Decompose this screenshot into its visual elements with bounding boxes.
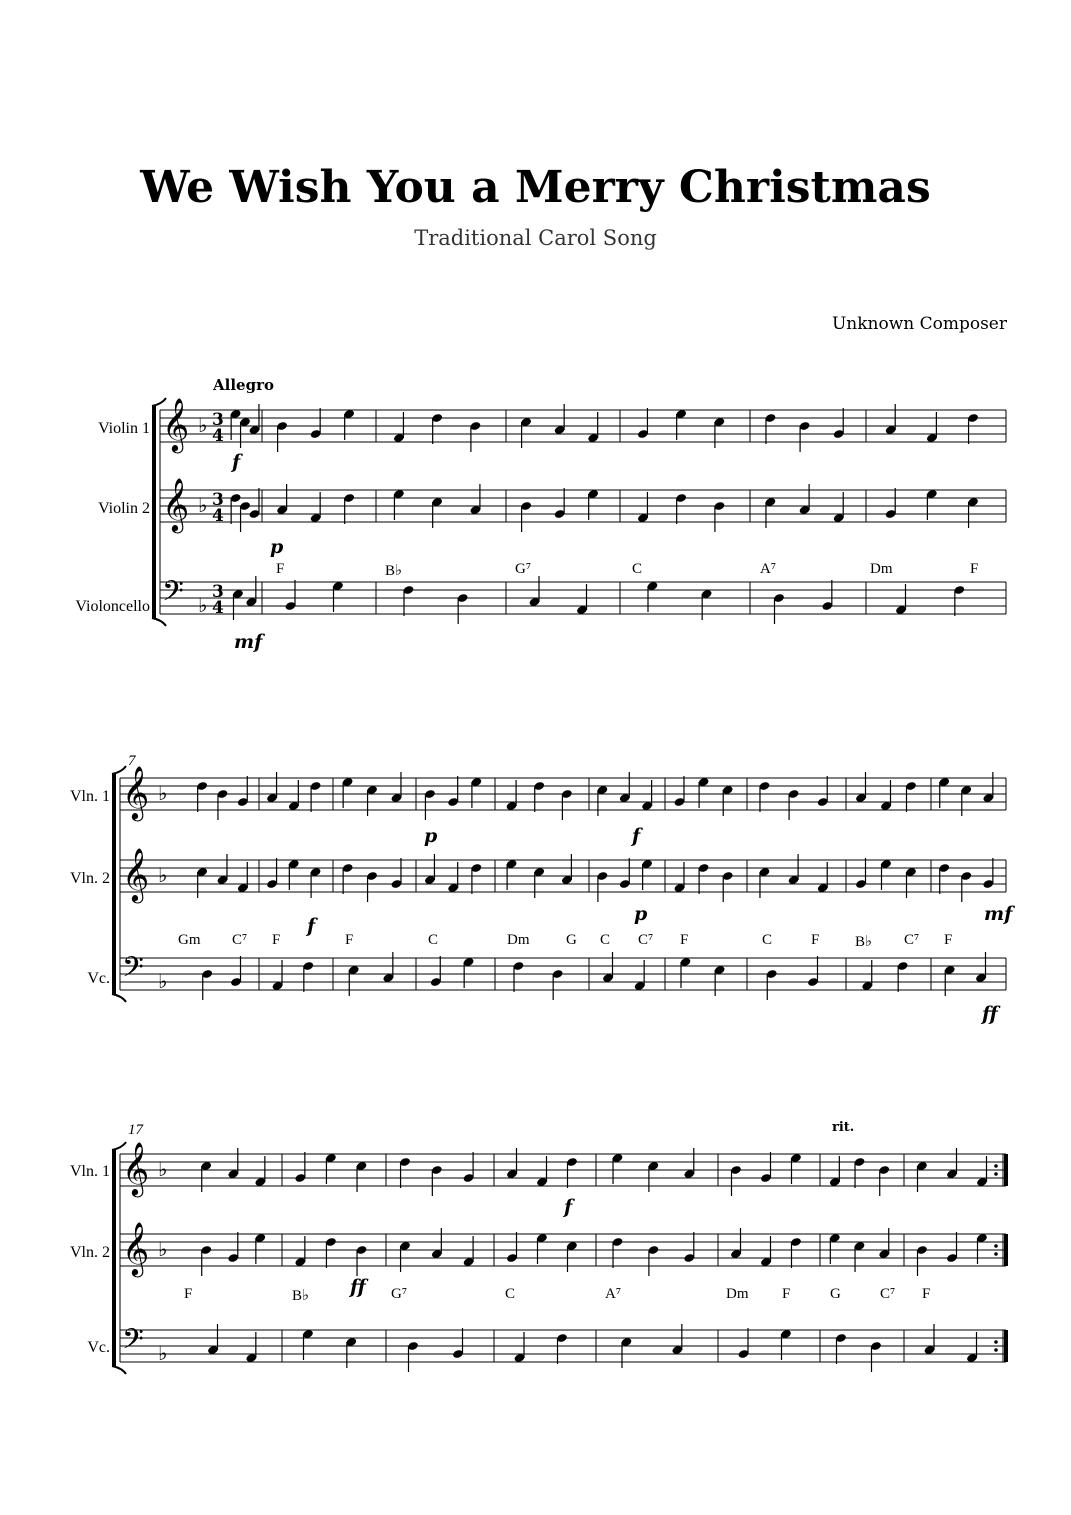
chord-symbol: A⁷	[760, 561, 777, 577]
chord-symbol: Dm	[507, 932, 530, 948]
dynamic-marking: mf	[984, 903, 1013, 925]
chord-symbol: F	[811, 932, 820, 948]
dynamic-marking: f	[307, 915, 316, 937]
system-bracket	[152, 406, 156, 618]
key-signature-flat: ♭	[198, 493, 208, 517]
time-signature-bottom: 4	[212, 426, 224, 446]
ritardando-marking: rit.	[832, 1120, 855, 1135]
chord-symbol: G	[830, 1286, 841, 1302]
repeat-dot	[994, 1172, 998, 1176]
dynamic-marking: f	[232, 451, 241, 473]
chord-symbol: B♭	[855, 934, 873, 950]
bracket-hook	[112, 1366, 126, 1374]
key-signature-flat: ♭	[158, 1157, 168, 1181]
chord-symbol: F	[276, 561, 285, 577]
chord-symbol: B♭	[292, 1288, 310, 1304]
measure-number: 17	[128, 1122, 143, 1138]
chord-symbol: Dm	[870, 561, 893, 577]
time-signature-bottom: 4	[212, 506, 224, 526]
score-title: We Wish You a Merry Christmas	[140, 162, 931, 213]
bracket-hook	[112, 994, 126, 1002]
measure-number: 7	[128, 753, 136, 769]
key-signature-flat: ♭	[158, 781, 168, 805]
instrument-short-cello: Vc.	[87, 1339, 110, 1356]
instrument-short-cello: Vc.	[87, 970, 110, 987]
key-signature-flat: ♭	[158, 863, 168, 887]
instrument-name-violin2: Violin 2	[98, 500, 150, 517]
key-signature-flat: ♭	[198, 593, 208, 617]
chord-symbol: Dm	[726, 1286, 749, 1302]
time-signature-bottom: 4	[212, 598, 224, 618]
bracket-hook	[152, 618, 166, 626]
score-subtitle: Traditional Carol Song	[414, 226, 657, 250]
chord-symbol: A⁷	[605, 1286, 622, 1302]
bass-clef: 𝄢	[122, 951, 144, 991]
chord-symbol: Gm	[178, 932, 201, 948]
chord-symbol: C⁷	[904, 932, 920, 948]
chord-symbol: C⁷	[880, 1286, 896, 1302]
chord-symbol: F	[184, 1286, 193, 1302]
instrument-name-violin1: Violin 1	[98, 420, 150, 437]
time-signature-top: 3	[212, 582, 224, 602]
chord-symbol: F	[922, 1286, 931, 1302]
chord-symbol: F	[272, 932, 281, 948]
repeat-dot	[994, 1348, 998, 1352]
chord-symbol: C	[600, 932, 611, 948]
chord-symbol: G⁷	[391, 1286, 408, 1302]
time-signature-top: 3	[212, 490, 224, 510]
chord-symbol: F	[782, 1286, 791, 1302]
treble-clef: 𝄞	[162, 397, 190, 451]
key-signature-flat: ♭	[158, 1341, 168, 1365]
chord-symbol: F	[680, 932, 689, 948]
composer-credit: Unknown Composer	[831, 314, 1007, 334]
chord-symbol: F	[944, 932, 953, 948]
dynamic-marking: p	[424, 825, 438, 847]
treble-clef: 𝄞	[122, 1141, 150, 1195]
instrument-name-cello: Violoncello	[75, 598, 150, 615]
key-signature-flat: ♭	[198, 413, 208, 437]
treble-clef: 𝄞	[162, 477, 190, 531]
key-signature-flat: ♭	[158, 1237, 168, 1261]
repeat-dot	[994, 1244, 998, 1248]
dynamic-marking: ff	[982, 1003, 998, 1025]
system-bracket	[112, 774, 116, 994]
chord-symbol: C	[428, 932, 439, 948]
dynamic-marking: ff	[350, 1276, 366, 1298]
chord-symbol: B♭	[385, 563, 403, 579]
system-bracket	[112, 1150, 116, 1366]
chord-symbol: C⁷	[638, 932, 654, 948]
repeat-dot	[994, 1340, 998, 1344]
chord-symbol: G	[566, 932, 577, 948]
dynamic-marking: mf	[234, 631, 263, 653]
chord-symbol: G⁷	[515, 561, 532, 577]
bass-clef: 𝄢	[122, 1323, 144, 1363]
chord-symbol: C	[762, 932, 773, 948]
chord-symbol: F	[970, 561, 979, 577]
dynamic-marking: f	[564, 1196, 573, 1218]
instrument-short-violin1: Vln. 1	[70, 1163, 110, 1180]
treble-clef: 𝄞	[122, 1221, 150, 1275]
chord-symbol: C	[505, 1286, 516, 1302]
key-signature-flat: ♭	[158, 969, 168, 993]
time-signature-top: 3	[212, 410, 224, 430]
chord-symbol: C	[632, 561, 643, 577]
repeat-dot	[994, 1164, 998, 1168]
instrument-short-violin1: Vln. 1	[70, 788, 110, 805]
treble-clef: 𝄞	[122, 847, 150, 901]
repeat-dot	[994, 1252, 998, 1256]
instrument-short-violin2: Vln. 2	[70, 870, 110, 887]
tempo-marking: Allegro	[213, 376, 274, 394]
instrument-short-violin2: Vln. 2	[70, 1244, 110, 1261]
bass-clef: 𝄢	[162, 575, 184, 615]
dynamic-marking: f	[632, 825, 641, 847]
treble-clef: 𝄞	[122, 765, 150, 819]
chord-symbol: C⁷	[232, 932, 248, 948]
dynamic-marking: p	[634, 903, 648, 925]
chord-symbol: F	[345, 932, 354, 948]
dynamic-marking: p	[270, 536, 284, 558]
